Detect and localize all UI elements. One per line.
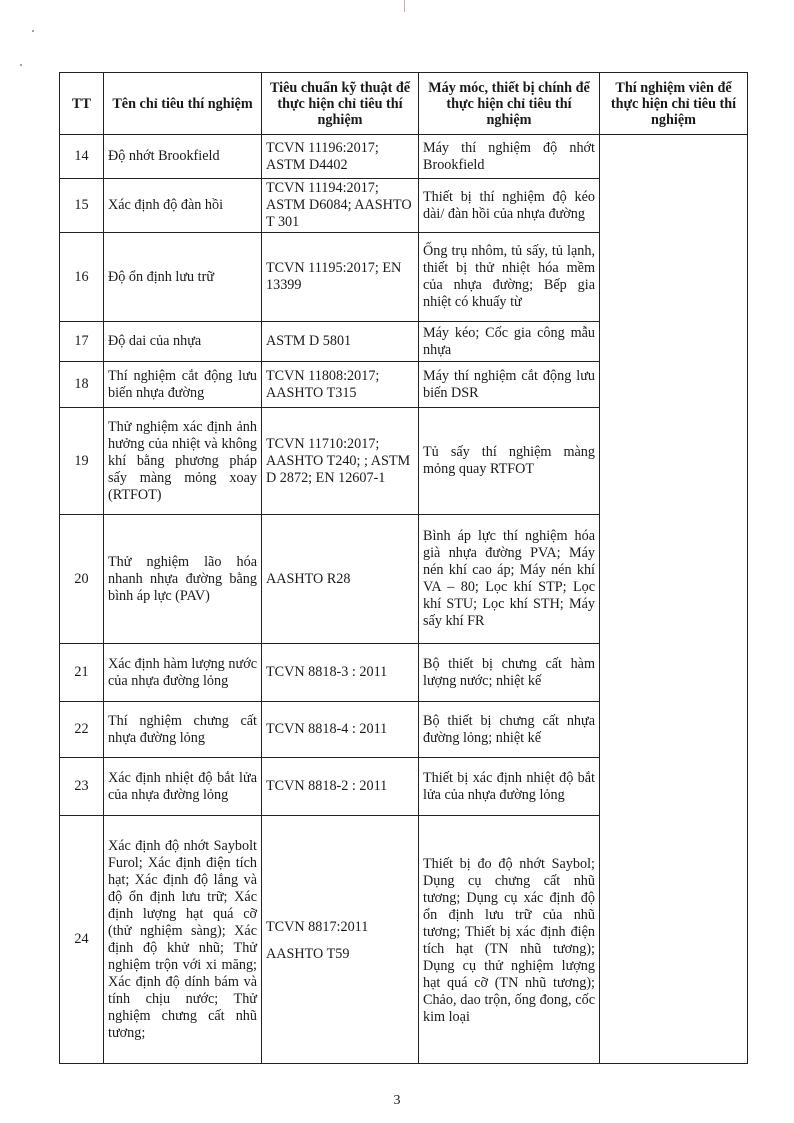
test-name: Thử nghiệm xác định ảnh hưởng của nhiệt và không khí bằng phương pháp sấy màng mỏng xoay (RTFOT) bbox=[104, 408, 262, 515]
tester-cell bbox=[600, 135, 748, 1064]
row-number: 22 bbox=[60, 702, 104, 758]
test-standard: TCVN 11710:2017; AASHTO T240; ; ASTM D 2872; EN 12607-1 bbox=[262, 408, 419, 515]
test-criteria-table bbox=[59, 72, 748, 1064]
scan-speck bbox=[20, 64, 22, 66]
test-equipment: Bộ thiết bị chưng cất hàm lượng nước; nhiệt kế bbox=[419, 644, 600, 702]
test-name: Xác định độ nhớt Saybolt Furol; Xác định điện tích hạt; Xác định độ lắng và độ ổn định lưu trữ; Xác định lượng hạt quá cỡ (thử nghiệm sàng); Xác định độ khử nhũ; Thử nghiệm trộn với xi măng; Xác định độ dính bám và tính chịu nước; Thử nghiệm chưng cất nhũ tương; bbox=[104, 816, 262, 1064]
test-name: Thí nghiệm cắt động lưu biến nhựa đường bbox=[104, 362, 262, 408]
standard-line: TCVN 8817:2011 bbox=[266, 919, 369, 935]
header-tt: TT bbox=[60, 73, 104, 135]
test-equipment: Thiết bị thí nghiệm độ kéo dài/ đàn hồi của nhựa đường bbox=[419, 179, 600, 233]
test-name: Độ ổn định lưu trữ bbox=[104, 233, 262, 322]
test-equipment: Ống trụ nhôm, tủ sấy, tủ lạnh, thiết bị thử nhiệt hóa mềm của nhựa đường; Bếp gia nhiệt có khuấy từ bbox=[419, 233, 600, 322]
test-equipment: Bình áp lực thí nghiệm hóa già nhựa đường PVA; Máy nén khí cao áp; Máy nén khí VA – 80; Lọc khí STP; Lọc khí STU; Lọc khí STH; Máy sấy khí FR bbox=[419, 515, 600, 644]
test-equipment: Thiết bị xác định nhiệt độ bắt lửa của nhựa đường lỏng bbox=[419, 758, 600, 816]
table-header-row bbox=[60, 73, 748, 135]
header-test-name: Tên chỉ tiêu thí nghiệm bbox=[104, 73, 262, 135]
scan-speck bbox=[32, 30, 34, 32]
test-equipment: Máy thí nghiệm cắt động lưu biến DSR bbox=[419, 362, 600, 408]
test-equipment: Máy thí nghiệm độ nhớt Brookfield bbox=[419, 135, 600, 179]
row-number: 17 bbox=[60, 322, 104, 362]
row-number: 18 bbox=[60, 362, 104, 408]
page-number: 3 bbox=[393, 1093, 401, 1108]
test-name: Xác định hàm lượng nước của nhựa đường lỏng bbox=[104, 644, 262, 702]
scan-mark bbox=[404, 0, 405, 12]
test-standard: ASTM D 5801 bbox=[262, 322, 419, 362]
test-standard: TCVN 11196:2017; ASTM D4402 bbox=[262, 135, 419, 179]
row-number: 19 bbox=[60, 408, 104, 515]
test-standard: TCVN 11195:2017; EN 13399 bbox=[262, 233, 419, 322]
header-tester: Thí nghiệm viên để thực hiện chỉ tiêu thí nghiệm bbox=[600, 73, 748, 135]
row-number: 20 bbox=[60, 515, 104, 644]
test-standard: AASHTO R28 bbox=[262, 515, 419, 644]
test-equipment: Tủ sấy thí nghiệm màng mỏng quay RTFOT bbox=[419, 408, 600, 515]
test-equipment: Bộ thiết bị chưng cất nhựa đường lỏng; nhiệt kế bbox=[419, 702, 600, 758]
test-name: Thử nghiệm lão hóa nhanh nhựa đường bằng bình áp lực (PAV) bbox=[104, 515, 262, 644]
test-name: Thí nghiệm chưng cất nhựa đường lỏng bbox=[104, 702, 262, 758]
test-standard: TCVN 8818-2 : 2011 bbox=[262, 758, 419, 816]
standard-line: AASHTO T59 bbox=[266, 946, 350, 962]
row-number: 21 bbox=[60, 644, 104, 702]
test-name: Xác định độ đàn hồi bbox=[104, 179, 262, 233]
test-equipment: Máy kéo; Cốc gia công mẫu nhựa bbox=[419, 322, 600, 362]
header-equipment: Máy móc, thiết bị chính để thực hiện chỉ tiêu thí nghiệm bbox=[419, 73, 600, 135]
row-number: 14 bbox=[60, 135, 104, 179]
test-standard: TCVN 8818-3 : 2011 bbox=[262, 644, 419, 702]
row-number: 16 bbox=[60, 233, 104, 322]
test-equipment: Thiết bị đo độ nhớt Saybol; Dụng cụ chưng cất nhũ tương; Dụng cụ xác định độ ổn định lưu trữ của nhũ tương; Thiết bị xác định điện tích hạt (TN nhũ tương); Dụng cụ thử nghiệm lượng hạt quá cỡ (TN nhũ tương); Chảo, dao trộn, ống đong, cốc kim loại bbox=[419, 816, 600, 1064]
test-standard: TCVN 11194:2017; ASTM D6084; AASHTO T 301 bbox=[262, 179, 419, 233]
test-standard: TCVN 11808:2017; AASHTO T315 bbox=[262, 362, 419, 408]
test-standard bbox=[262, 816, 419, 1064]
test-name: Xác định nhiệt độ bắt lửa của nhựa đường lỏng bbox=[104, 758, 262, 816]
row-number: 24 bbox=[60, 816, 104, 1064]
header-standard: Tiêu chuẩn kỹ thuật để thực hiện chỉ tiêu thí nghiệm bbox=[262, 73, 419, 135]
test-standard: TCVN 8818-4 : 2011 bbox=[262, 702, 419, 758]
row-number: 15 bbox=[60, 179, 104, 233]
table-row bbox=[60, 135, 748, 179]
row-number: 23 bbox=[60, 758, 104, 816]
test-name: Độ dai của nhựa bbox=[104, 322, 262, 362]
test-name: Độ nhớt Brookfield bbox=[104, 135, 262, 179]
